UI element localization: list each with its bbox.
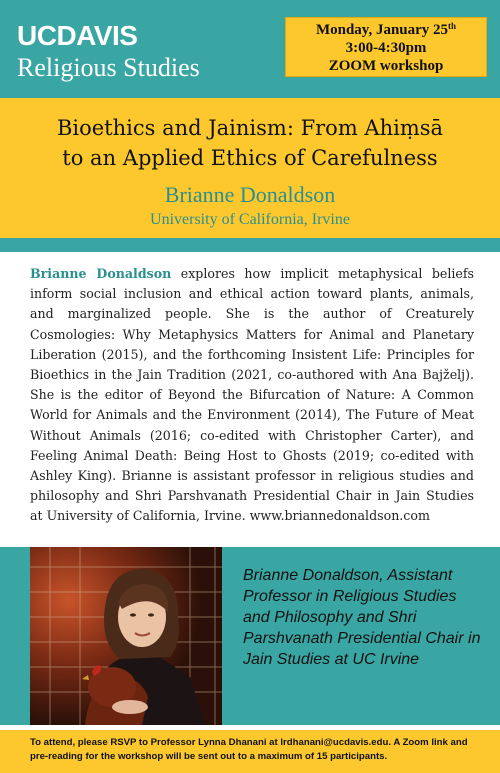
department-name: Religious Studies [17,53,200,82]
bio-speaker-name: Brianne Donaldson [30,266,172,281]
ucdavis-logo [17,20,137,52]
header-banner [0,0,500,98]
photo-section [0,547,500,725]
photo-caption: Brianne Donaldson, Assistant Professor in Religious Studies and Philosophy and Shri Parshvanath Presidential Chair in Jain Studies at UC Irvine [243,567,481,668]
speaker-affiliation: University of California, Irvine [150,211,350,228]
logo-davis: DAVIS [56,20,138,51]
speaker-photo [30,547,222,725]
speaker-name: Brianne Donaldson [164,182,336,207]
event-date-text: Monday, January 25 [315,22,449,38]
talk-title-line-2: to an Applied Ethics of Carefulness [62,146,438,170]
speaker-photo-image [30,547,222,725]
logo-uc: UC [17,20,57,51]
title-band [0,98,500,246]
bio-text: explores how implicit metaphysical beliefs inform social inclusion and ethical action toward plants, animals, and marginalized people. She is the author of Creaturely Cosmologies: Why Metaphysics Matters for Animal and Planetary Liberation (2015), and the forthcoming Insistent Life: Principles for Bioethics in the Jain Tradition (2021, co-authored with Ana Bajželj). She is the editor of Beyond the Bifurcation of Nature: A Common World for Animals and the Environment (2014), The Future of Meat Without Animals (2016; co-edited with Christopher Carter), and Feeling Animal Death: Being Host to Ghosts (2019; co-edited with Ashley King). Brianne is assistant professor in religious studies and philosophy and Shri Parshvanath Presidential Chair in Jain Studies at University of California, Irvine. www.briannedonaldson.com [30,266,474,524]
event-date [286,21,486,39]
event-time: 3:00-4:30pm [345,40,427,56]
event-info-box [285,17,487,77]
event-date-suffix: th [448,21,457,31]
speaker-bio [30,264,474,527]
divider-stripe [0,238,500,252]
talk-title-line-1: Bioethics and Jainism: From Ahiṃsā [56,116,444,140]
event-format: ZOOM workshop [328,58,444,74]
rsvp-footer: To attend, please RSVP to Professor Lynna Dhanani at lrdhanani@ucdavis.edu. A Zoom link and pre-reading for the workshop will be sent out to a maximum of 15 participants. [0,730,500,773]
